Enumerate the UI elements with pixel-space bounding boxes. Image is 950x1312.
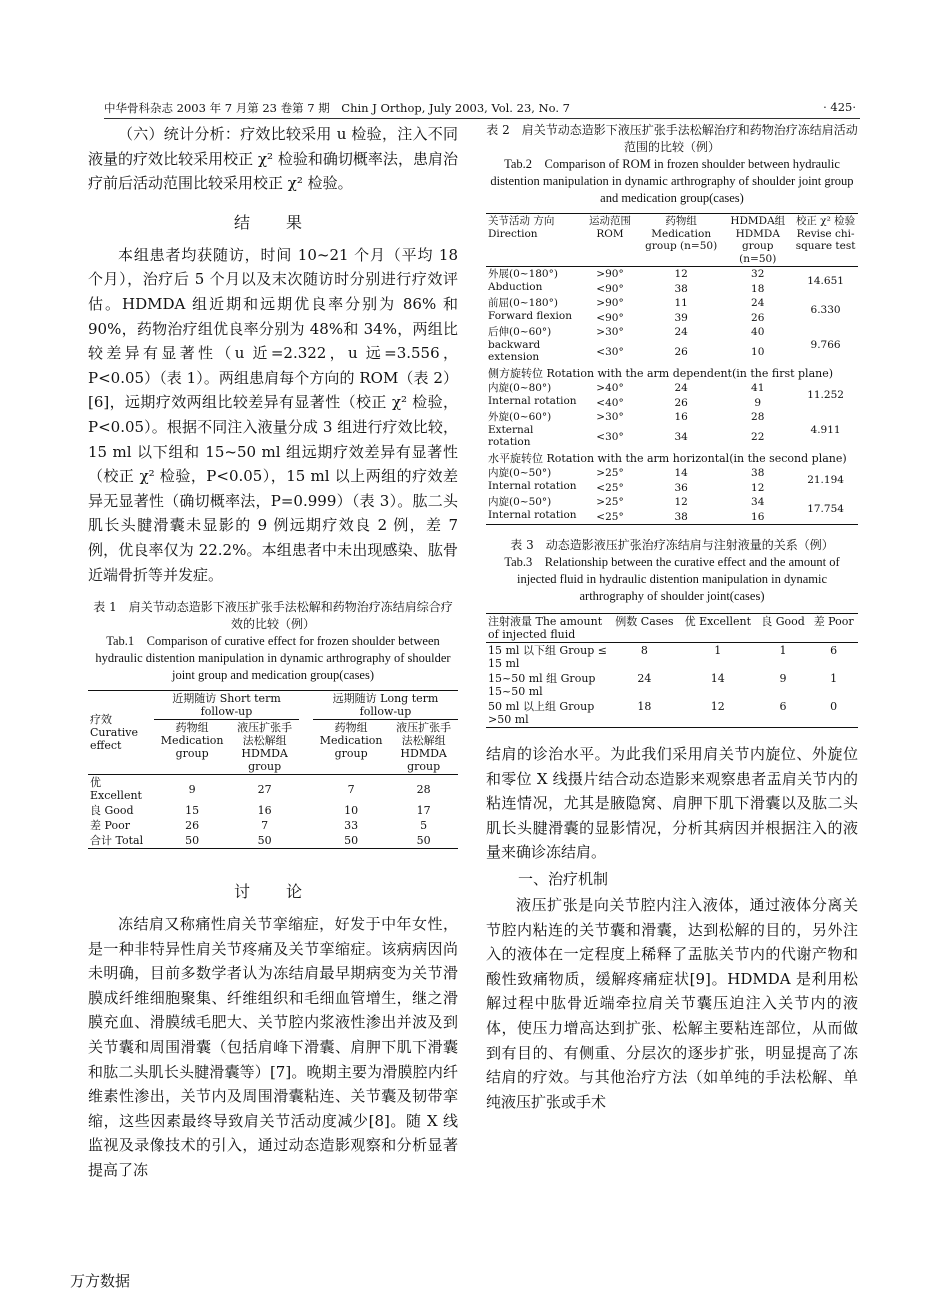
t2-row xyxy=(486,267,858,282)
table2-caption-en: Tab.2 Comparison of ROM in frozen shoulder between hydraulic distention manipulation in dynamic arthrography of shoulder joint group and medication group(cases) xyxy=(490,157,854,205)
t2-row xyxy=(486,325,858,345)
t3-row: 50 ml 以上组 Group >50 ml 18 12 6 0 xyxy=(486,699,858,728)
t2-count: 9 xyxy=(754,396,762,409)
t2-count: 34 xyxy=(674,430,688,443)
t2-count: 22 xyxy=(751,430,765,443)
t1-h-long: 远期随访 Long term follow-up xyxy=(313,691,458,720)
running-header xyxy=(104,100,856,116)
t2-rom: >25° xyxy=(596,496,624,508)
t2-count: 10 xyxy=(751,345,765,358)
t3-row: 15 ml 以下组 Group ≤ 15 ml 8 1 1 6 xyxy=(488,644,838,670)
t2-count: 11 xyxy=(674,297,688,309)
t1-h-hdmda-1: 液压扩张手法松解组 HDMDA group xyxy=(237,721,293,774)
t3-row: 15~50 ml 组 Group 15~50 ml 24 14 9 1 xyxy=(488,672,838,698)
right-column xyxy=(486,122,858,1114)
t2-count: 24 xyxy=(674,382,688,394)
t2-rom: <90° xyxy=(596,282,624,295)
t2-direction: 外展(0~180°) Abduction xyxy=(488,268,558,293)
t2-rom: <40° xyxy=(596,396,624,409)
t2-count: 16 xyxy=(674,411,688,423)
t1-row: 差 Poor 26 7 33 5 xyxy=(90,819,428,833)
t2-chi: 6.330 xyxy=(810,304,841,317)
t3-h-good: 良 Good xyxy=(761,615,805,628)
t2-count: 12 xyxy=(674,268,688,280)
table2 xyxy=(486,213,858,525)
t2-count: 38 xyxy=(674,282,688,295)
results-paragraph: 本组患者均获随访，时间 10~21 个月（平均 18 个月），治疗后 5 个月以及末次随访时分别进行疗效评估。HDMDA 组近期和远期优良率分别为 86% 和 90%，药物治疗组优良率分别为 48%和 34%，两组比较差异有显著性（u 近=2.322，u 远=3.556，P<0.05）（表 1）。两组患肩每个方向的 ROM（表 2）[6]，远期疗效两组比较差异有显著性（校正 χ² 检验，P<0.05）。根据不同注入液量分成 3 组进行疗效比较，15 ml 以下组和 15~50 ml 组远期疗效差异有显著性（校正 χ² 检验，P<0.05），15 ml 以上两组的疗效差异无显著性（确切概率法，P=0.999）（表 3）。肱二头肌长头腱滑囊未显影的 9 例远期疗效良 2 例，差 7 例，优良率仅为 22.2%。本组患者中未出现感染、肱骨近端骨折等并发症。 xyxy=(88,245,458,584)
mechanism-heading: 一、治疗机制 xyxy=(518,869,609,888)
t2-section-second-plane: 水平旋转位 Rotation with the arm horizontal(in the second plane) xyxy=(488,451,847,465)
t2-count: 40 xyxy=(751,326,765,338)
t2-count: 24 xyxy=(751,297,765,309)
page-number: · 425· xyxy=(823,100,856,114)
t2-count: 16 xyxy=(751,510,765,523)
t2-h-med: 药物组 Medication group (n=50) xyxy=(645,215,718,252)
t1-row: 合计 Total 50 50 50 50 xyxy=(88,833,458,849)
t2-count: 12 xyxy=(751,481,765,494)
t3-h-cases: 例数 Cases xyxy=(615,615,674,628)
t2-h-chi: 校正 χ² 检验 Revise chi-square test xyxy=(795,215,856,252)
t3-h-poor: 差 Poor xyxy=(813,615,854,628)
t2-rom: <25° xyxy=(596,481,624,494)
t2-h-direction: 关节活动 方向 Direction xyxy=(488,215,555,240)
t2-rom: <30° xyxy=(596,430,624,443)
t1-h-short: 近期随访 Short term follow-up xyxy=(154,691,299,720)
t1-h-med-2: 药物组 Medication group xyxy=(319,721,383,761)
t1-h-hdmda-2: 液压扩张手法松解组 HDMDA group xyxy=(396,721,452,774)
continued-paragraph: 结肩的诊治水平。为此我们采用肩关节内旋位、外旋位和零位 X 线摄片结合动态造影来观察患者盂肩关节内的粘连情况，尤其是腋隐窝、肩胛下肌下滑囊以及肱二头肌长头腱滑囊的显影情况，分析其病因并根据注入的液量来确诊冻结肩。 xyxy=(486,745,858,862)
t2-section-first-plane: 侧方旋转位 Rotation with the arm dependent(in the first plane) xyxy=(488,366,834,380)
t2-rom: >30° xyxy=(596,326,624,338)
t1-row: 良 Good 15 16 10 17 xyxy=(90,804,431,818)
t2-row xyxy=(486,410,858,430)
t2-row xyxy=(486,381,858,396)
table3 xyxy=(486,613,858,728)
watermark: 万方数据 xyxy=(70,1272,131,1290)
t2-direction: 后伸(0~60°) backward extension xyxy=(488,326,552,363)
mechanism-paragraph: 液压扩张是向关节腔内注入液体，通过液体分离关节腔内粘连的关节囊和滑囊，达到松解的目的，另外注入的液体在一定程度上稀释了盂肱关节内的代谢产物和酸性致痛物质，缓解疼痛症状[9]。HDMDA 是利用松解过程中肱骨近端牵拉肩关节囊压迫注入关节内的液体，使压力增高达到扩张、松解主要粘连部位，从而做到有目的、有侧重、分层次的逐步扩张，明显提高了冻结肩的疗效。与其他治疗方法（如单纯的手法松解、单纯液压扩张或手术 xyxy=(486,895,858,1111)
t2-chi: 21.194 xyxy=(807,474,844,487)
table2-caption-cn: 表 2 肩关节动态造影下液压扩张手法松解治疗和药物治疗冻结肩活动范围的比较（例） xyxy=(486,123,858,154)
t2-count: 28 xyxy=(751,411,765,423)
table1 xyxy=(88,690,458,849)
t2-row xyxy=(486,296,858,311)
table3-caption-en: Tab.3 Relationship between the curative effect and the amount of injected fluid in hydraulic distention manipulation in dynamic arthrography of shoulder joint(cases) xyxy=(504,555,840,603)
t1-row: 优 Excellent 9 27 7 28 xyxy=(90,776,431,803)
header-rule xyxy=(104,118,860,119)
t1-h-effect: 疗效 Curative effect xyxy=(90,713,138,753)
t3-h-amount: 注射液量 The amount of injected fluid xyxy=(488,615,603,641)
discussion-paragraph: 冻结肩又称痛性肩关节挛缩症，好发于中年女性，是一种非特异性肩关节疼痛及关节挛缩症。该病病因尚未明确，目前多数学者认为冻结肩最早期病变为关节滑膜成纤维细胞聚集、纤维组织和毛细血管增生，继之滑膜充血、滑膜绒毛肥大、关节腔内浆液性渗出并波及到关节囊和周围滑囊（包括肩峰下滑囊、肩胛下肌下滑囊和肱二头肌长头腱滑囊等）[7]。晚期主要为滑膜腔内纤维素性渗出，关节内及周围滑囊粘连、关节囊及韧带挛缩，这些因素最终导致肩关节活动度减少[8]。随 X 线监视及录像技术的引入，通过动态造影观察和分析显著提高了冻 xyxy=(88,915,458,1180)
t2-chi: 14.651 xyxy=(807,275,844,288)
t2-count: 26 xyxy=(674,396,688,409)
discussion-heading: 讨 论 xyxy=(233,882,312,902)
t2-count: 26 xyxy=(674,345,688,358)
t2-count: 14 xyxy=(674,467,688,479)
left-column xyxy=(88,122,458,1183)
table3-caption-cn: 表 3 动态造影液压扩张治疗冻结肩与注射液量的关系（例） xyxy=(510,538,834,552)
t2-count: 18 xyxy=(751,282,765,295)
results-heading: 结 果 xyxy=(233,212,312,232)
t2-rom: >90° xyxy=(596,297,624,309)
t2-direction: 内旋(0~50°) Internal rotation xyxy=(488,496,577,521)
t2-count: 38 xyxy=(674,510,688,523)
t2-h-hdmda: HDMDA组 HDMDA group (n=50) xyxy=(730,215,786,265)
t1-h-med-1: 药物组 Medication group xyxy=(160,721,224,761)
journal-info: 中华骨科杂志 2003 年 7 月第 23 卷第 7 期 Chin J Orthop, July 2003, Vol. 23, No. 7 xyxy=(104,101,570,115)
t2-count: 41 xyxy=(751,382,765,394)
t2-direction: 内旋(0~80°) Internal rotation xyxy=(488,382,577,407)
t2-count: 24 xyxy=(674,326,688,338)
t2-count: 38 xyxy=(751,467,765,479)
t2-rom: >90° xyxy=(596,268,624,280)
t3-h-excellent: 优 Excellent xyxy=(684,615,752,628)
t2-row xyxy=(486,495,858,510)
t2-chi: 17.754 xyxy=(807,503,844,516)
t2-h-rom: 运动范围 ROM xyxy=(589,215,631,240)
t2-rom: <30° xyxy=(596,345,624,358)
t2-count: 34 xyxy=(751,496,765,508)
t2-count: 26 xyxy=(751,311,765,324)
table1-caption-en: Tab.1 Comparison of curative effect for frozen shoulder between hydraulic distention manipulation in dynamic arthrography of shoulder joint group and medication group(cases) xyxy=(95,634,451,683)
t2-count: 12 xyxy=(674,496,688,508)
t2-rom: >30° xyxy=(596,411,624,423)
t2-rom: <90° xyxy=(596,311,624,324)
t2-direction: 前屈(0~180°) Forward flexion xyxy=(488,297,572,322)
t2-rom: <25° xyxy=(596,510,624,523)
t2-count: 36 xyxy=(674,481,688,494)
t2-chi: 11.252 xyxy=(807,389,844,402)
t2-chi: 9.766 xyxy=(810,338,841,351)
t2-rom: >25° xyxy=(596,467,624,479)
t2-direction: 内旋(0~50°) Internal rotation xyxy=(488,467,577,492)
t2-row xyxy=(486,466,858,481)
table1-caption-cn: 表 1 肩关节动态造影下液压扩张手法松解和药物治疗冻结肩综合疗效的比较（例） xyxy=(93,600,453,632)
t2-count: 39 xyxy=(674,311,688,324)
t2-chi: 4.911 xyxy=(810,423,841,436)
t2-rom: >40° xyxy=(596,382,624,394)
t2-direction: 外旋(0~60°) External rotation xyxy=(488,411,552,448)
t2-count: 32 xyxy=(751,268,765,280)
stats-paragraph: （六）统计分析：疗效比较采用 u 检验，注入不同液量的疗效比较采用校正 χ² 检验和确切概率法，患肩治疗前后活动范围比较采用校正 χ² 检验。 xyxy=(88,125,458,193)
